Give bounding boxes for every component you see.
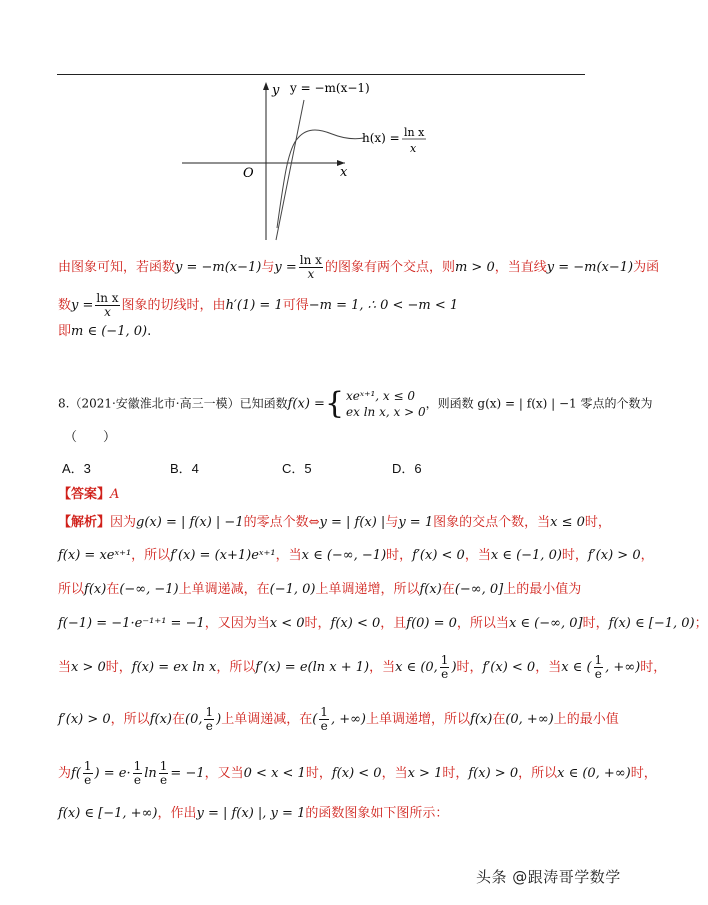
h-curve	[277, 130, 364, 228]
question-8: 8.（2021·安徽淮北市·高三一模）已知函数f(x) = { xeˣ⁺¹, x ≤ 0 ex ln x, x > 0 ，则函数 g(x) = | f(x) | −1 零点的个数为	[58, 386, 653, 421]
solution-line5: 当x > 0时，f(x) = ex ln x，所以f′(x) = e(ln x + 1)，当x ∈ (0, $\frac{1}{e}$ )时，f′(x) < 0，当x ∈ ( $\frac{1}{e}$ , +∞)时，	[58, 653, 667, 681]
y-axis-label: y	[272, 83, 280, 98]
option-b: B．4	[170, 461, 199, 476]
solution-line1: 【解析】因为g(x) = | f(x) | −1的零点个数⇔y = | f(x) |与y = 1图象的交点个数，当x ≤ 0时，	[58, 514, 611, 530]
origin-label: O	[243, 166, 254, 181]
curve-label-den: x	[410, 142, 417, 155]
para1-line3: 即m ∈ (−1, 0).	[58, 324, 152, 339]
option-c: C．5	[282, 461, 312, 476]
para1-line2: 数y = $\frac{\text{ln x}}{x}$ 图象的切线时，由h′(1) = 1可得−m = 1, ∴ 0 < −m < 1	[58, 291, 459, 319]
question-8-paren: （ ）	[64, 430, 117, 445]
watermark: 头条 @跟涛哥学数学	[476, 868, 621, 886]
curve-label: h(x) =	[362, 131, 400, 145]
function-graph	[180, 78, 440, 244]
curve-label-num: ln x	[404, 126, 425, 139]
option-a: A．3	[62, 461, 91, 476]
y-axis-arrow	[263, 82, 269, 90]
x-axis-label: x	[340, 165, 348, 180]
tangent-line	[276, 100, 304, 240]
solution-line8: f(x) ∈ [−1, +∞)，作出y = | f(x) |, y = 1的函数图象如下图所示：	[58, 806, 449, 821]
solution-line4: f(−1) = −1·e⁻¹⁺¹ = −1，又因为当x < 0时，f(x) < 0，且f(0) = 0，所以当x ∈ (−∞, 0]时，f(x) ∈ [−1, 0)；	[58, 616, 708, 631]
solution-line3: 所以f(x)在(−∞, −1)上单调递减，在(−1, 0)上单调递增，所以f(x)在(−∞, 0]上的最小值为	[58, 582, 582, 597]
option-d: D．6	[392, 461, 422, 476]
solution-line2: f(x) = xeˣ⁺¹，所以f′(x) = (x+1)eˣ⁺¹，当x ∈ (−∞, −1)时，f′(x) < 0，当x ∈ (−1, 0)时，f′(x) > 0，	[58, 548, 654, 563]
solution-line7: 为f( $\frac{1}{e}$ ) = e· $\frac{1}{e}$ ln $\frac{1}{e}$ = −1，又当0 < x < 1时，f(x) < 0，当x > 1时，f(x) > 0，所以x ∈ (0, +∞)时，	[58, 759, 657, 787]
para1-line1: 由图象可知，若函数y = −m(x−1)与y = $\frac{\text{ln x}}{x}$ 的图象有两个交点，则m > 0，当直线y = −m(x−1)为函	[58, 253, 660, 281]
solution-line6: f′(x) > 0，所以f(x)在(0, $\frac{1}{e}$ )上单调递减，在( $\frac{1}{e}$ , +∞)上单调递增，所以f(x)在(0, +∞)上的最小值	[58, 705, 619, 733]
answer-line: 【答案】A	[58, 486, 120, 502]
top-rule	[57, 74, 585, 75]
line-label: y = −m(x−1)	[290, 81, 370, 95]
